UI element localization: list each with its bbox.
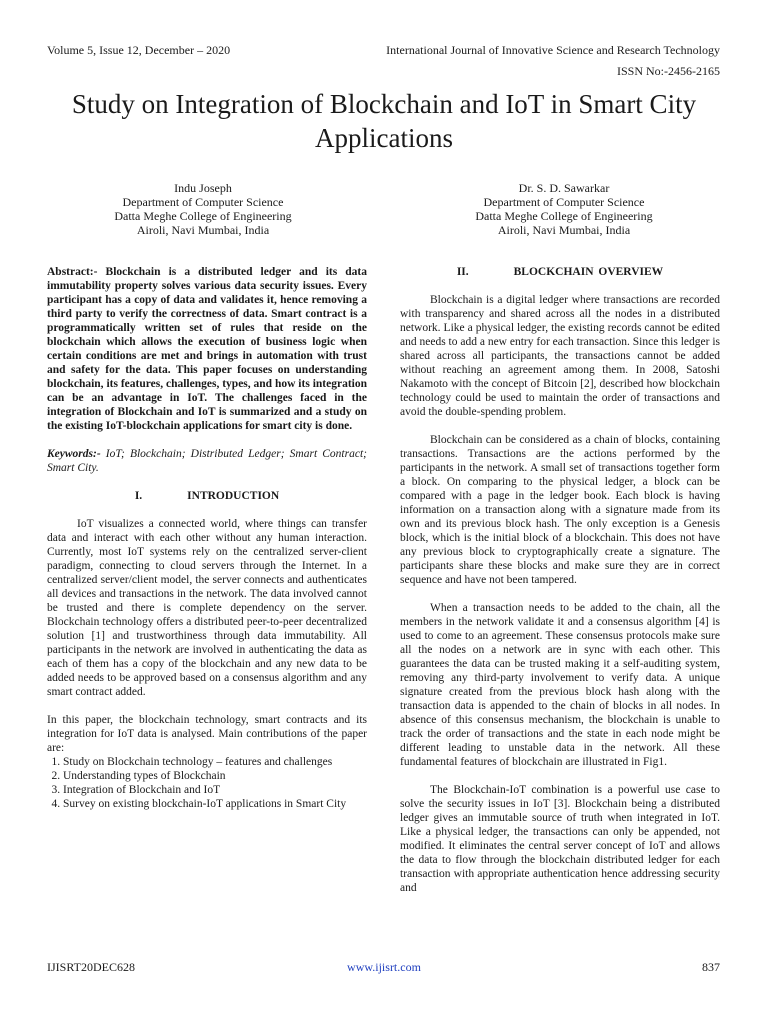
right-column [400,265,720,909]
author-location: Airoli, Navi Mumbai, India [497,223,631,237]
keywords-label: Keywords:- [47,448,101,460]
list-item: 1. Study on Blockchain technology – features and challenges [63,755,367,769]
intro-paragraph-1: IoT visualizes a connected world, where things can transfer data and interact with each other without any human interaction. Currently, most IoT systems rely on the centralized server-client paradigm, connecting to cloud servers through the Internet. In a centralized server/client model, the server connects and authenticates all devices and transactions in the network. The data involved cannot be trusted and there is complete dependency on the server. Blockchain technology offers a distributed peer-to-peer decentralized solution [1] and trustworthiness through data immutability. All participants in the network are involved in authenticating the data as each of them has a copy of the blockchain and any new data to be added needs to be approved based on a consensus algorithm and any smart contract added. [47,518,367,698]
author-name: Indu Joseph [174,181,232,195]
list-item: 4. Survey on existing blockchain-IoT applications in Smart City [63,797,367,811]
footer-code: IJISRT20DEC628 [47,960,135,974]
overview-paragraph-3: When a transaction needs to be added to the chain, all the members in the network validate it and a consensus algorithm [4] is used to come to an agreement. These consensus protocols make sure all the nodes on a network are in sync with each other. This guarantees the data can be trusted making it a self-auditing system, removing any third-party involvement to verify data. A unique signature created from the previous block hash along with the transaction data is appended to the chain of blocks in all nodes. In absence of this consensus mechanism, the blockchain is unable to track the order of transactions and the state in each node might be different leading to unstable data in the network. All these fundamental features of blockchain are illustrated in Fig1. [400,602,720,768]
overview-paragraph-4: The Blockchain-IoT combination is a powerful use case to solve the security issues in IoT [3]. Blockchain being a distributed ledger gives an immutable source of truth when integrated in IoT. Like a physical ledger, the transactions can only be appended, not modified. It eliminates the central server concept of IoT and allows the data to flow through the blockchain distributed ledger for each transaction with appropriate authentication hence addressing security and [400,784,720,894]
author-college: Datta Meghe College of Engineering [114,209,292,223]
author-block-1 [53,181,353,237]
intro-paragraph-2: In this paper, the blockchain technology, smart contracts and its integration for IoT data is analysed. Main contributions of the paper are: [47,714,367,754]
left-column [47,265,367,811]
list-item: 2. Understanding types of Blockchain [63,769,367,783]
keywords [47,447,367,475]
overview-paragraph-1: Blockchain is a digital ledger where transactions are recorded with transparency and shared across all the nodes in a distributed network. Like a physical ledger, the existing records cannot be edited and needs to add a new entry for each transaction. Since this ledger is shared across all participants, the transactions cannot be added without reaching an agreement among them. In 2008, Satoshi Nakamoto with the concept of Bitcoin [2], described how blockchain technology could be used to maintain the order of transactions and avoid the double-spending problem. [400,294,720,418]
section-heading-blockchain-overview [400,265,720,279]
header-journal: International Journal of Innovative Science and Research Technology [386,43,720,57]
section-title: INTRODUCTION [187,490,280,502]
author-name: Dr. S. D. Sawarkar [518,181,610,195]
paper-title: Study on Integration of Blockchain and IoT in Smart City Applications [71,89,697,153]
keywords-text: IoT; Blockchain; Distributed Ledger; Smart Contract; Smart City. [47,448,367,474]
section-number: II. [456,266,469,278]
header-issn: ISSN No:-2456-2165 [616,64,720,78]
author-college: Datta Meghe College of Engineering [475,209,653,223]
abstract: Abstract:- Blockchain is a distributed ledger and its data immutability property solves various data security issues. Every participant has a copy of data and validates it, hence removing a third party to verify the correctness of data. Smart contract is a programmatically written set of rules that reside on the blockchain which allows the execution of business logic when certain conditions are met and brings in automation with trust and safety for the data. This paper focuses on understanding blockchain, its features, challenges, types, and how its integration can be an advantage in IoT. The challenges faced in the integration of Blockchain and IoT is summarized and a study on the existing IoT-blockchain applications for smart city is done. [47,266,367,432]
section-heading-introduction [47,489,367,503]
section-title: BLOCKCHAIN OVERVIEW [513,266,664,278]
footer-website[interactable]: www.ijisrt.com [347,960,421,974]
author-location: Airoli, Navi Mumbai, India [136,223,270,237]
author-department: Department of Computer Science [483,195,645,209]
overview-paragraph-2: Blockchain can be considered as a chain of blocks, containing transactions. Transactions are the actions performed by the participants in the network. A small set of transactions together form a block. On comparing to the physical ledger, a block can be compared with a page in the ledger book. Each block is having information on a transaction along with a signature made from its own and its previous block hash. The only exception is a Genesis block, which is the initial block of a blockchain. This does not have any previous block to cryptographically create a signature. The participants share these blocks and make sure they are in correct sequence and have not been tampered. [400,434,720,586]
footer-page-number: 837 [702,960,720,974]
header-volume: Volume 5, Issue 12, December – 2020 [47,43,231,57]
section-number: I. [134,490,143,502]
list-item: 3. Integration of Blockchain and IoT [63,783,367,797]
author-block-2 [414,181,714,237]
contributions-list [47,755,367,811]
author-department: Department of Computer Science [122,195,284,209]
